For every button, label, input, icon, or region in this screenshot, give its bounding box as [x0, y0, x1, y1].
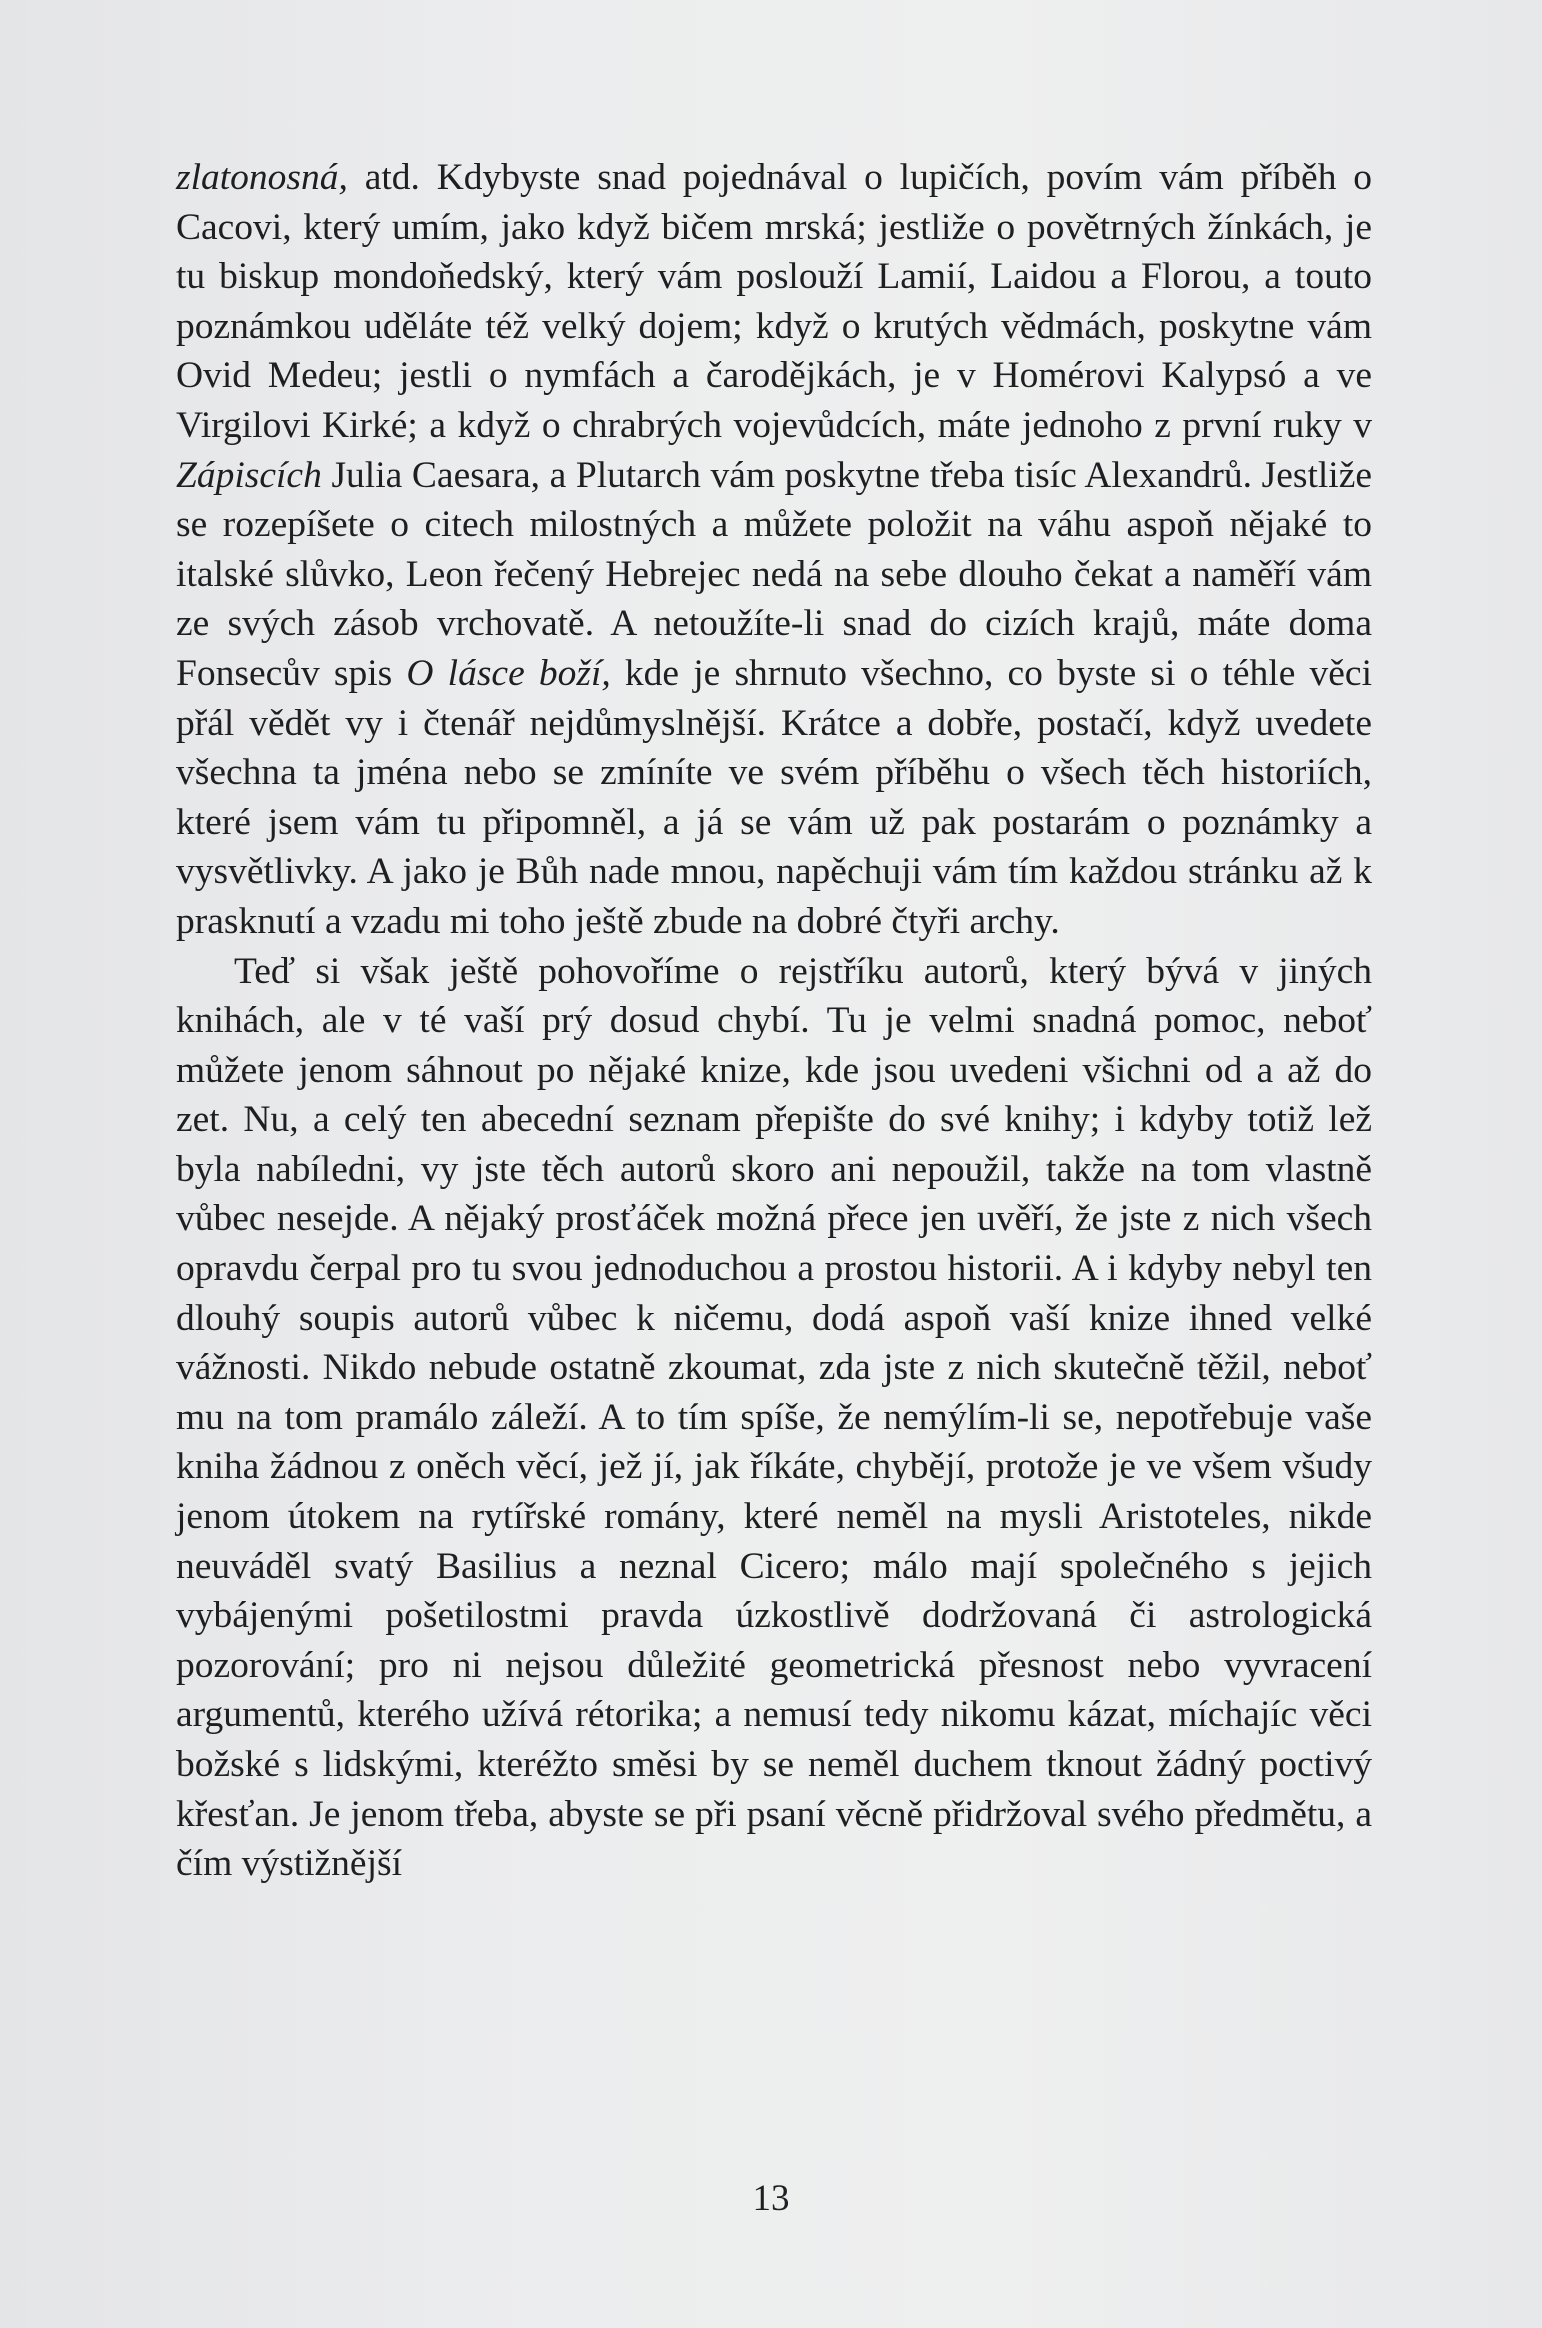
text-run: kde je shrnuto všechno, co byste si o téhle věci přál vědět vy i čtenář nejdůmyslnější. Krátce a dobře, postačí, když uvedete všechna ta jména nebo se zmíníte ve svém příběhu o všech těch historiích, které jsem vám tu připomněl, a já se vám už pak postarám o poznámky a vysvětlivky. A jako je Bůh nade mnou, napěchuji vám tím každou stránku až k prasknutí a vzadu mi toho ještě zbude na dobré čtyři archy.	[176, 652, 1372, 942]
paragraph-2	[176, 947, 1372, 1889]
body-text	[176, 153, 1372, 1889]
italic-run: zlatonosná,	[176, 157, 348, 198]
italic-run: Zápiscích	[176, 454, 322, 496]
italic-run: O lásce boží,	[406, 652, 611, 694]
paragraph-1	[176, 153, 1372, 947]
text-run: Teď si však ještě pohovoříme o rejstříku autorů, který bývá v jiných knihách, ale v té vaší prý dosud chybí. Tu je velmi snadná pomoc, neboť můžete jenom sáhnout po nějaké knize, kde jsou uvedeni všichni od a až do zet. Nu, a celý ten abecední seznam přepište do své knihy; i kdyby totiž lež byla nabíledni, vy jste těch autorů skoro ani nepoužil, takže na tom vlastně vůbec nesejde. A nějaký prosťáček možná přece jen uvěří, že jste z nich všech opravdu čerpal pro tu svou jednoduchou a prostou historii. A i kdyby nebyl ten dlouhý soupis autorů vůbec k ničemu, dodá aspoň vaší knize ihned velké vážnosti. Nikdo nebude ostatně zkoumat, zda jste z nich skutečně těžil, neboť mu na tom pramálo záleží. A to tím spíše, že nemýlím-li se, nepotřebuje vaše kniha žádnou z oněch věcí, jež jí, jak říkáte, chybějí, protože je ve všem všudy jenom útokem na rytířské romány, které neměl na mysli Aristoteles, nikde neuváděl svatý Basilius a neznal Cicero; málo mají společného s jejich vybájenými pošetilostmi pravda úzkostlivě dodržovaná či astrologická pozorování; pro ni nejsou důležité geometrická přesnost nebo vyvracení argumentů, kterého užívá rétorika; a nemusí tedy nikomu kázat, míchajíc věci božské s lidskými, kteréžto směsi by se neměl duchem tknout žádný poctivý křesťan. Je jenom třeba, abyste se při psaní věcně přidržoval svého předmětu, a čím výstižnější	[176, 950, 1372, 1885]
text-run: Julia Caesara, a Plutarch vám poskytne třeba tisíc Alexandrů. Jestliže se rozepíšete o citech milostných a můžete položit na váhu aspoň nějaké to italské slůvko, Leon řečený Hebrejec nedá na sebe dlouho čekat a naměří vám ze svých zásob vrchovatě. A netoužíte-li snad do cizích krajů, máte doma Fonsecův spis	[176, 454, 1372, 694]
page-number: 13	[752, 2178, 790, 2219]
text-run: atd. Kdybyste snad pojednával o lupičích, povím vám příběh o Cacovi, který umím, jako když bičem mrská; jestliže o povětrných žínkách, je tu biskup mondoňedský, který vám poslouží Lamií, Laidou a Florou, a touto poznámkou uděláte též velký dojem; když o krutých vědmách, poskytne vám Ovid Medeu; jestli o nymfách a čarodějkách, je v Homérovi Kalypsó a ve Virgilovi Kirké; a když o chrabrých vojevůdcích, máte jednoho z první ruky v	[176, 157, 1372, 446]
